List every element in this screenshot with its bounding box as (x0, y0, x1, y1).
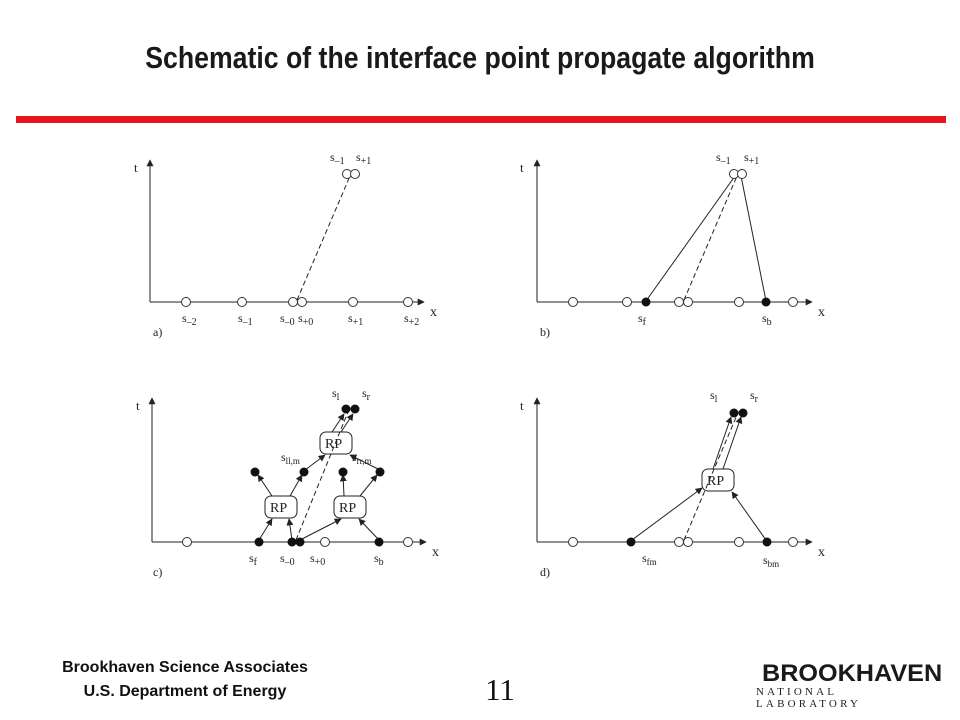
rp-box-label: RP (707, 474, 725, 489)
label-s-minus1: $s_{-1}$ (330, 150, 345, 167)
filled-point (342, 405, 351, 414)
label-s-rrm: $s_{rr,m}$ (352, 450, 372, 466)
label-s-f: $s_f$ (638, 311, 647, 328)
solid-line-front (646, 176, 735, 301)
t-axis-label: t (520, 160, 524, 175)
open-point (404, 538, 413, 547)
filled-point (730, 409, 739, 418)
label-s-plus0: $s_{+0}$ (298, 311, 314, 328)
t-axis-label: t (136, 398, 140, 413)
filled-point (300, 468, 309, 477)
panel-tag-b: b) (540, 325, 550, 339)
dashed-trajectory (684, 176, 737, 300)
filled-point-front (627, 538, 636, 547)
t-axis-label: t (520, 398, 524, 413)
rp-box-top-label: RP (325, 437, 343, 452)
label-s-b: $s_b$ (374, 551, 384, 568)
panel-tag-d: d) (540, 565, 550, 579)
label-s-minus0: $s_{-0}$ (280, 551, 295, 568)
logo-main-text: BROOKHAVEN (762, 660, 943, 687)
open-point (183, 538, 192, 547)
open-point (789, 298, 798, 307)
panel-a (134, 150, 437, 339)
label-s-r: $s_r$ (362, 386, 371, 403)
label-s-b: $s_b$ (762, 311, 772, 328)
label-s-llm: $s_{ll,m}$ (281, 450, 300, 466)
rp-box-right-label: RP (339, 501, 357, 516)
open-point (735, 298, 744, 307)
panel-tag-a: a) (153, 325, 163, 339)
label-s-plus1: $s_{+1}$ (744, 150, 760, 167)
label-s-minus2: $s_{-2}$ (182, 311, 197, 328)
filled-point (255, 538, 264, 547)
label-s-l: $s_l$ (710, 388, 718, 405)
dashed-trajectory (297, 176, 350, 300)
open-point (735, 538, 744, 547)
open-point (623, 298, 632, 307)
footer-line-1: Brookhaven Science Associates (62, 659, 308, 676)
filled-point (376, 468, 385, 477)
panel-tag-c: c) (153, 565, 163, 579)
open-point (738, 170, 747, 179)
x-axis-label: x (430, 305, 437, 320)
open-point (569, 538, 578, 547)
label-s-plus0: $s_{+0}$ (310, 551, 326, 568)
open-point (404, 298, 413, 307)
footer-organization (30, 656, 340, 704)
open-point (349, 298, 358, 307)
label-s-minus1: $s_{-1}$ (716, 150, 731, 167)
label-s-plus1: $s_{+1}$ (356, 150, 372, 167)
x-axis-label: x (432, 545, 439, 560)
x-axis-label: x (818, 545, 825, 560)
filled-point-back (762, 298, 771, 307)
label-s-l: $s_l$ (332, 386, 340, 403)
brookhaven-logo (752, 660, 944, 710)
filled-point-front (642, 298, 651, 307)
open-point (182, 298, 191, 307)
filled-point (296, 538, 305, 547)
open-point (321, 538, 330, 547)
open-point (675, 538, 684, 547)
filled-point (351, 405, 360, 414)
open-point (298, 298, 307, 307)
label-s-plus1-bottom: $s_{+1}$ (348, 311, 364, 328)
solid-line-back (741, 176, 766, 301)
page-number: 11 (485, 672, 515, 707)
open-point (569, 298, 578, 307)
label-s-f: $s_f$ (249, 551, 258, 568)
panel-b (520, 150, 825, 339)
logo-sub-text: NATIONAL LABORATORY (756, 686, 862, 710)
panel-d (520, 388, 825, 579)
rp-box-left-label: RP (270, 501, 288, 516)
filled-point (288, 538, 297, 547)
filled-point (251, 468, 260, 477)
filled-point-back (763, 538, 772, 547)
panel-c (136, 386, 439, 579)
open-point (289, 298, 298, 307)
filled-point (339, 468, 348, 477)
label-s-minus1-bottom: $s_{-1}$ (238, 311, 253, 328)
t-axis-label: t (134, 160, 138, 175)
open-point (675, 298, 684, 307)
filled-point (739, 409, 748, 418)
label-s-plus2: $s_{+2}$ (404, 311, 420, 328)
open-point (351, 170, 360, 179)
open-point (238, 298, 247, 307)
label-s-fm: $s_{fm}$ (642, 551, 657, 567)
slide-title: Schematic of the interface point propagate algorithm (145, 40, 815, 75)
label-s-r: $s_r$ (750, 388, 759, 405)
open-point (789, 538, 798, 547)
label-s-bm: $s_{bm}$ (763, 553, 780, 569)
footer-line-2: U.S. Department of Energy (83, 683, 287, 700)
x-axis-label: x (818, 305, 825, 320)
label-s-minus0: $s_{-0}$ (280, 311, 295, 328)
filled-point (375, 538, 384, 547)
